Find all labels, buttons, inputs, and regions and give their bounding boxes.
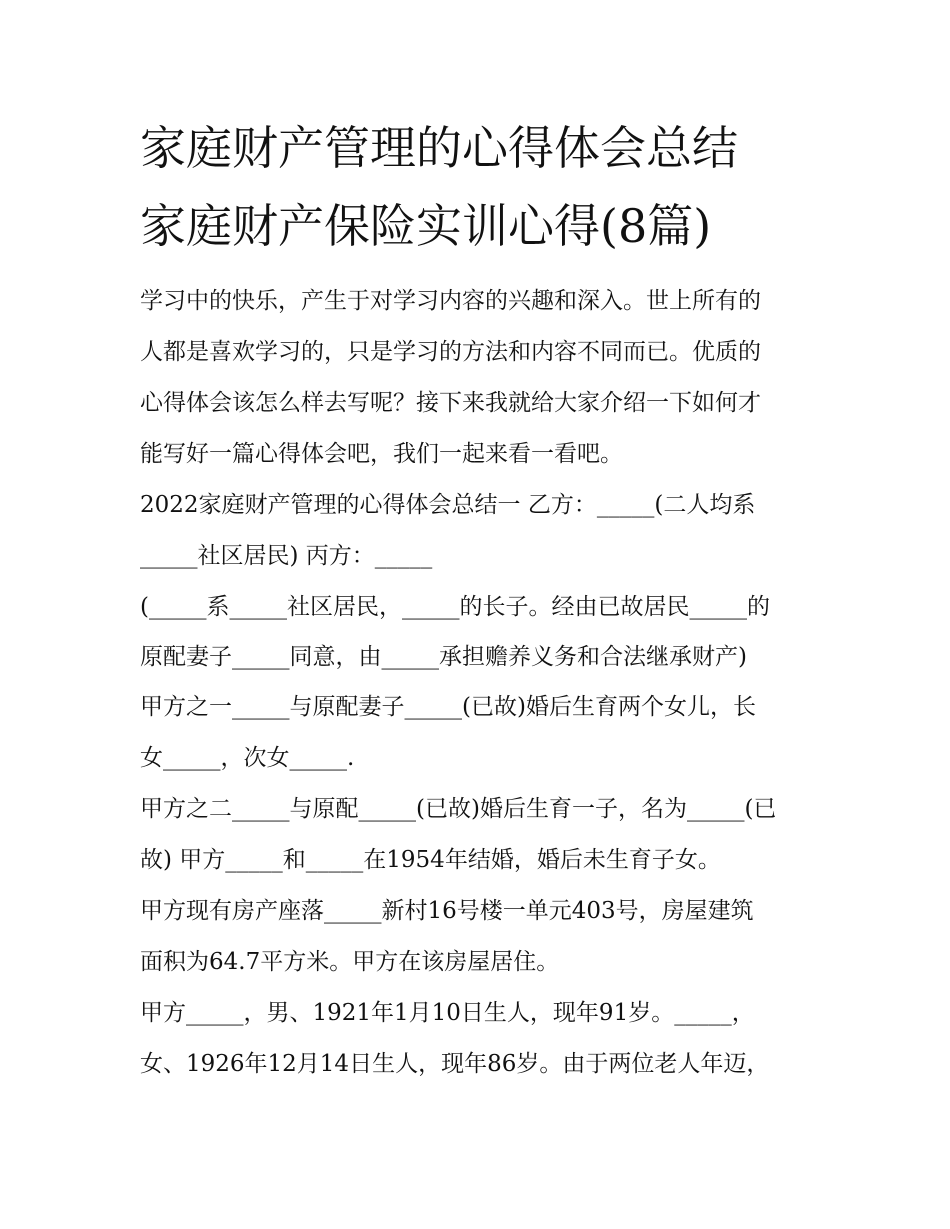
body-line-2: 人都是喜欢学习的，只是学习的方法和内容不同而已。优质的: [140, 339, 761, 365]
body-line-14: 面积为64.7平方米。甲方在该房屋居住。: [140, 949, 560, 975]
document-title-line-2: 家庭财产保险实训心得(8篇): [140, 199, 712, 253]
body-line-12: 故) 甲方_____和_____在1954年结婚，婚后未生育子女。: [140, 847, 721, 873]
body-line-6: _____社区居民) 丙方：_____: [140, 543, 433, 569]
body-line-13: 甲方现有房产座落_____新村16号楼一单元403号，房屋建筑: [140, 898, 754, 924]
document-title-line-1: 家庭财产管理的心得体会总结: [140, 121, 738, 175]
body-line-8: 原配妻子_____同意，由_____承担赡养义务和合法继承财产): [140, 644, 747, 670]
body-line-10: 女_____，次女_____.: [140, 745, 355, 771]
body-line-4: 能写好一篇心得体会吧，我们一起来看一看吧。: [140, 441, 623, 467]
body-line-15: 甲方_____，男、1921年1月10日生人，现年91岁。_____，: [140, 1000, 755, 1026]
body-line-16: 女、1926年12月14日生人，现年86岁。由于两位老人年迈，: [140, 1051, 770, 1077]
body-line-1: 学习中的快乐，产生于对学习内容的兴趣和深入。世上所有的: [140, 288, 761, 314]
body-line-3: 心得体会该怎么样去写呢？接下来我就给大家介绍一下如何才: [140, 390, 761, 416]
body-line-11: 甲方之二_____与原配_____(已故)婚后生育一子，名为_____(已: [140, 796, 777, 822]
body-line-5: 2022家庭财产管理的心得体会总结一 乙方：_____(二人均系: [140, 492, 756, 518]
body-line-9: 甲方之一_____与原配妻子_____(已故)婚后生育两个女儿，长: [140, 694, 756, 720]
body-line-7: (_____系_____社区居民，_____的长子。经由已故居民_____的: [140, 594, 770, 620]
